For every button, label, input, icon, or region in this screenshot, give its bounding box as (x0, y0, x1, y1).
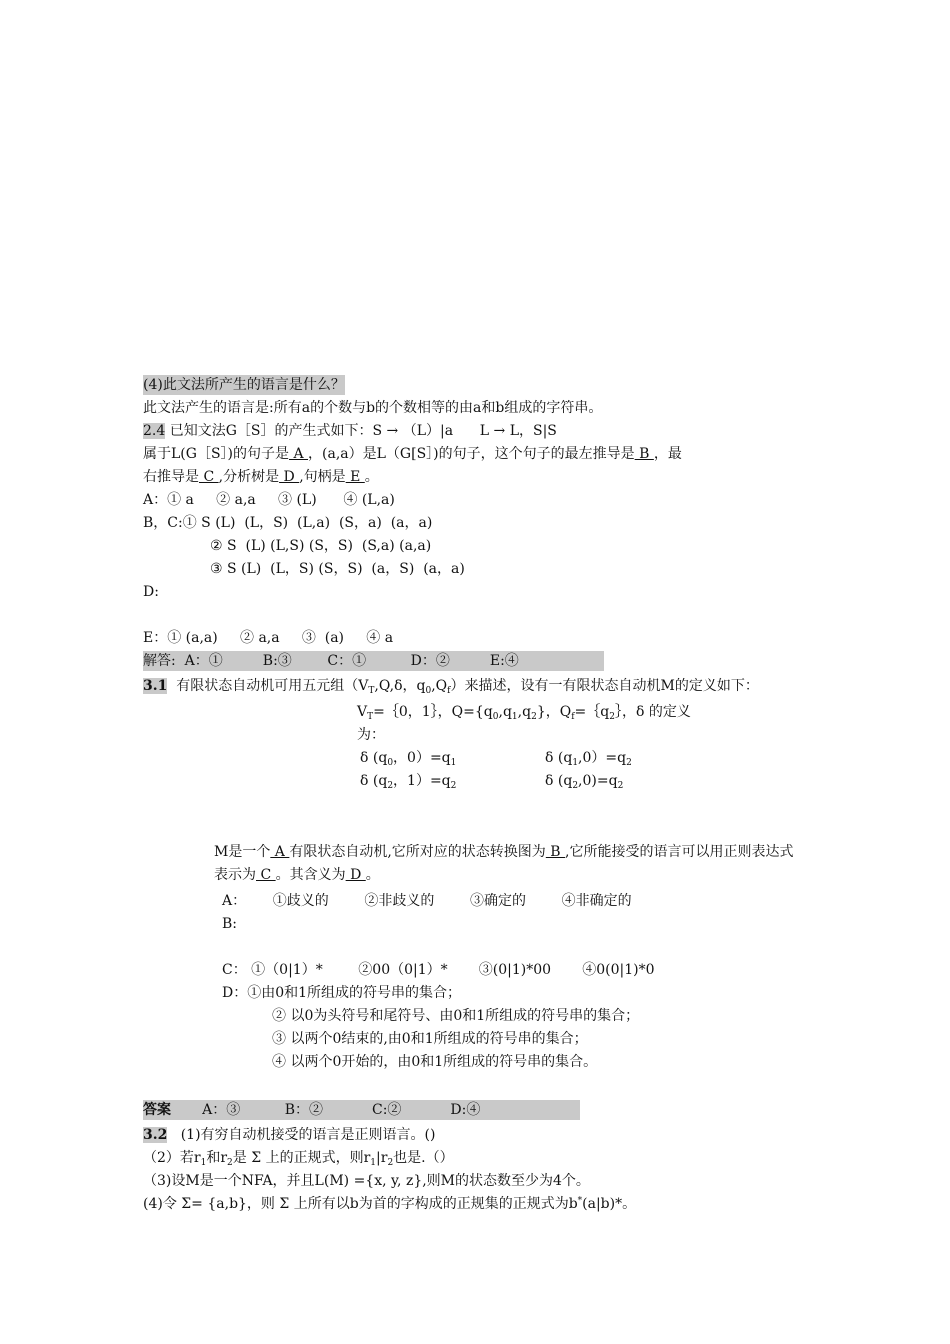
text: ｝，δ 的定义 (614, 704, 691, 720)
option-a: A： ①歧义的 ②非歧义的 ③确定的 ④非确定的 (222, 893, 632, 909)
text: M是一个 (214, 844, 271, 860)
answer-3-1 (143, 1100, 580, 1120)
text: }，Q (536, 704, 572, 720)
problem-2-4-line3 (143, 467, 379, 487)
text: 有限状态自动机,它所对应的状态转换图为 (289, 844, 546, 860)
subscript: 1 (370, 1158, 377, 1168)
text: ,句柄是 (299, 469, 346, 485)
subscript: f (447, 686, 451, 696)
machine-line2 (214, 865, 380, 885)
blank-e: E (345, 469, 365, 485)
text: ,q (498, 704, 512, 720)
transition-1a (360, 748, 456, 768)
text: 。其含义为 (275, 867, 346, 883)
text: 属于L(G［S］)的句子是 (143, 446, 289, 462)
problem-3-2-line1 (143, 1125, 435, 1145)
text: δ (q (360, 750, 388, 766)
question-4-answer: 此文法产生的语言是:所有a的个数与b的个数相等的由a和b组成的字符串。 (143, 400, 603, 416)
blank-b: B (545, 844, 566, 860)
problem-3-2-line2 (143, 1148, 454, 1168)
text: 表示为 (214, 867, 256, 883)
option-bc-1: B，C:① S (L) (L，S) (L,a) (S，a) (a，a) (143, 515, 433, 531)
transition-2a (360, 771, 456, 791)
option-d: D: (143, 584, 159, 600)
answer-2-4: 解答: A：① B:③ C：① D：② E:④ (143, 651, 604, 671)
text: ,分析树是 (218, 469, 280, 485)
text: (a|b)*。 (582, 1196, 637, 1212)
problem-2-4-line2 (143, 444, 682, 464)
text: 是 Σ 上的正规式，则r (232, 1150, 371, 1166)
subscript: T (367, 712, 374, 722)
option-e: E：① (a,a) ② a,a ③ (a) ④ a (143, 630, 394, 646)
subscript: 2 (227, 1158, 233, 1168)
subscript: 1 (450, 758, 457, 768)
problem-3-1-intro (143, 676, 759, 696)
blank-d: D (279, 469, 300, 485)
problem-3-2-line4 (143, 1194, 636, 1214)
text: ,0)=q (578, 773, 618, 789)
text: δ (q (360, 773, 388, 789)
option-c: C： ①（0|1）* ②00（0|1）* ③(0|1)*00 ④0(0|1)*0 (222, 962, 655, 978)
text: 已知文法G［S］的产生式如下：S → （L）|a L → L，S|S (165, 423, 557, 439)
blank-a: A (270, 844, 290, 860)
problem-number: 3.2 (143, 1127, 168, 1143)
subscript: 2 (609, 712, 615, 722)
text: ,Q (431, 678, 448, 694)
option-bc-2: ② S (L) (L,S) (S，S) (S,a) (a,a) (210, 538, 432, 554)
subscript: 0 (492, 712, 499, 722)
text: δ (q (545, 750, 573, 766)
text: 。 (365, 867, 380, 883)
text: ，0）=q (393, 750, 451, 766)
blank-b: B (634, 446, 654, 462)
text: ,q (517, 704, 532, 720)
problem-3-2-line3: （3)设M是一个NFA，并且L(M) ={x, y, z},则M的状态数至少为4个。 (143, 1173, 590, 1189)
subscript: 1 (200, 1158, 207, 1168)
definition-line1 (357, 702, 691, 722)
transition-2b (545, 771, 623, 791)
text: ）来描述，设有一有限状态自动机M的定义如下： (450, 678, 759, 694)
text: V (357, 704, 368, 720)
definition-line2: 为： (357, 727, 385, 743)
blank-c: C (199, 469, 219, 485)
text: δ (q (545, 773, 573, 789)
text: 右推导是 (143, 469, 199, 485)
text: ,0）=q (578, 750, 627, 766)
subscript: 1 (511, 712, 518, 722)
blank-a: A (289, 446, 309, 462)
machine-line1 (214, 842, 793, 862)
text: （2）若r (143, 1150, 201, 1166)
text: 。 (364, 469, 379, 485)
option-a: A：① a ② a,a ③ (L) ④ (L,a) (143, 492, 395, 508)
subscript: f (571, 712, 575, 722)
text: 和r (206, 1150, 228, 1166)
problem-2-4-line1 (143, 421, 557, 441)
subscript: 0 (425, 686, 432, 696)
subscript: 1 (572, 758, 579, 768)
subscript: 2 (572, 781, 579, 791)
question-4-label: (4)此文法所产生的语言是什么？ (143, 377, 345, 393)
option-bc-3: ③ S (L) (L，S) (S，S) (a，S) (a，a) (210, 561, 465, 577)
text: ,它所能接受的语言可以用正则表达式 (565, 844, 794, 860)
subscript: 2 (387, 781, 394, 791)
problem-number: 3.1 (143, 678, 168, 694)
text: ，(a,a）是L（G[S］)的句子，这个句子的最左推导是 (308, 446, 635, 462)
blank-c: C (256, 867, 276, 883)
answer-label: 答案 (143, 1102, 171, 1118)
text: (1)有穷自动机接受的语言是正则语言。() (167, 1127, 436, 1143)
blank-d: D (345, 867, 366, 883)
subscript: T (368, 686, 375, 696)
text: |r (376, 1150, 388, 1166)
text: ,Q,δ，q (374, 678, 426, 694)
text: =｛q (574, 704, 610, 720)
text: 也是.（） (393, 1150, 454, 1166)
text: =｛0，1｝，Q={q (373, 704, 493, 720)
option-d-1: D：①由0和1所组成的符号串的集合； (222, 985, 462, 1001)
subscript: 2 (531, 712, 537, 722)
subscript: 2 (450, 781, 457, 791)
text: ，1）=q (393, 773, 451, 789)
subscript: 2 (387, 1158, 394, 1168)
option-b: B: (222, 916, 238, 932)
text: 有限状态自动机可用五元组（V (167, 678, 369, 694)
text: ，最 (653, 446, 682, 462)
text: (4)令 Σ= {a,b}，则 Σ 上所有以b为首的字构成的正规集的正规式为b (143, 1196, 578, 1212)
option-d-3: ③ 以两个0结束的,由0和1所组成的符号串的集合； (272, 1031, 588, 1047)
problem-number: 2.4 (143, 423, 166, 439)
option-d-2: ② 以0为头符号和尾符号、由0和1所组成的符号串的集合； (272, 1008, 640, 1024)
superscript: * (577, 1196, 583, 1206)
transition-1b (545, 748, 632, 768)
subscript: 2 (626, 758, 632, 768)
subscript: 2 (617, 781, 624, 791)
subscript: 0 (387, 758, 394, 768)
answer-values: A：③ B：② C:② D:④ (171, 1102, 481, 1118)
option-d-4: ④ 以两个0开始的，由0和1所组成的符号串的集合。 (272, 1054, 598, 1070)
